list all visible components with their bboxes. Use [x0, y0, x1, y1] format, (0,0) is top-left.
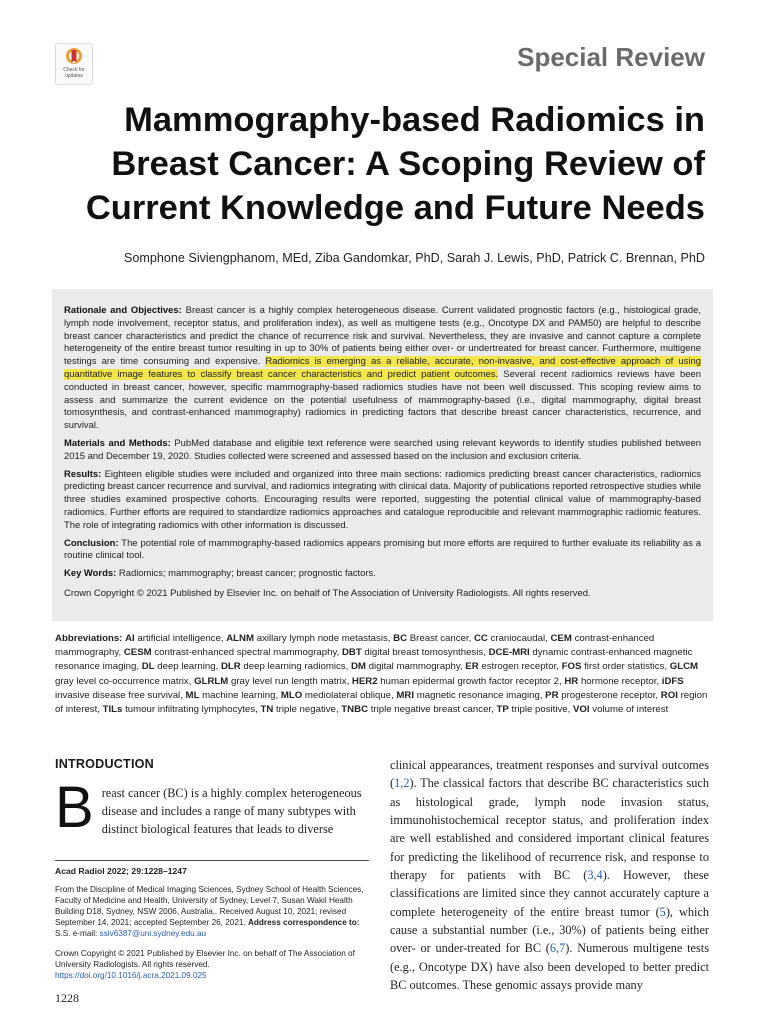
check-for-updates-badge[interactable]	[55, 43, 93, 85]
meta-copyright: Crown Copyright © 2021 Published by Elsevier Inc. on behalf of The Association of University Radiologists. All rights reserved.	[55, 948, 355, 969]
introduction-paragraph	[55, 775, 369, 840]
abbreviation-definition: region of interest	[55, 689, 708, 716]
abbreviation-definition: mediolateral oblique	[304, 689, 392, 701]
abstract-methods	[64, 438, 701, 464]
abbreviation-term: AI	[125, 633, 135, 644]
affiliation-body: From the Discipline of Medical Imaging Sciences, Sydney School of Health Sciences, Faculty of Medicine and Health, University of Sydney, Level 7, Susan Wakil Health Building D18, Sydney, NSW 2006, Australia.. Received August 10, 2021; revised September 14, 2021; accepted September 26, 2021.	[55, 885, 364, 928]
abbreviation-definition: dynamic contrast-enhanced magnetic resonance imaging	[55, 647, 693, 673]
article-title	[40, 98, 705, 230]
abbreviation-definition: artificial intelligence	[137, 633, 221, 644]
body-paragraph	[390, 756, 709, 994]
abbreviation-term: TILs	[102, 704, 123, 716]
reference-link[interactable]: 1,2	[394, 776, 410, 791]
rationale-label: Rationale and Objectives:	[64, 305, 182, 316]
divider	[55, 860, 369, 861]
abbreviation-definition: invasive disease free survival	[55, 689, 181, 701]
abbreviation-term: ALNM	[226, 633, 255, 644]
abbreviation-term: TP	[496, 704, 509, 716]
abbreviation-definition: gray level run length matrix	[231, 675, 347, 687]
abbreviation-term: GLRLM	[194, 675, 229, 687]
correspondence-label: Address correspondence to:	[248, 918, 360, 928]
abbreviation-term: GLCM	[669, 661, 699, 673]
conclusion-label: Conclusion:	[64, 537, 119, 549]
abbreviation-term: PR	[545, 689, 559, 701]
abbreviation-definition: axillary lymph node metastasis	[256, 633, 388, 644]
abbreviation-term: TNBC	[341, 704, 369, 716]
abbreviations-list: AI artificial intelligence, ALNM axillary lymph node metastasis, BC Breast cancer, CC craniocaudal, CEM contrast-enhanced mammography, CESM contrast-enhanced spectral mammography, DBT digital breast tomosynthesis, DCE-MRI dynamic contrast-enhanced magnetic resonance imaging, DL deep learning, DLR deep learning radiomics, DM digital mammography, ER estrogen receptor, FOS first order statistics, GLCM gray level co-occurrence matrix, GLRLM gray level run length matrix, HER2 human epidermal growth factor receptor 2, HR hormone receptor, iDFS invasive disease free survival, ML machine learning, MLO mediolateral oblique, MRI magnetic resonance imaging, PR progesterone receptor, ROI region of interest, TILs tumour infiltrating lymphocytes, TN triple negative, TNBC triple negative breast cancer, TP triple positive, VOI volume of interest	[55, 633, 708, 716]
abbreviation-definition: magnetic resonance imaging	[416, 689, 540, 701]
abbreviation-definition: digital breast tomosynthesis	[364, 647, 484, 659]
abbreviation-definition: Breast cancer	[409, 633, 469, 644]
abbreviation-term: HR	[564, 675, 579, 687]
abstract-box	[52, 289, 713, 621]
abbreviation-term: DBT	[341, 647, 362, 659]
abbreviation-term: BC	[393, 633, 408, 644]
abbreviation-term: iDFS	[661, 675, 684, 687]
methods-text: PubMed database and eligible text reference were searched using relevant keywords to identify studies published between 2015 and December 19, 2020. Studies collected were screened and assessed based on the inclusion and exclusion criteria.	[64, 437, 701, 462]
abbreviation-definition: craniocaudal	[490, 633, 546, 644]
title-line: Mammography-based Radiomics in	[124, 101, 705, 139]
introduction-text: reast cancer (BC) is a highly complex heterogeneous disease and includes a range of many subtypes with distinct biological features that leads to diverse	[101, 786, 362, 837]
abbreviation-term: ER	[465, 661, 479, 673]
rationale-text-cont: Several recent radiomics reviews have been conducted in breast cancer, however, specific mammography-based radiomics studies have not been well discussed. This scoping review aims to assess and summarize the current evidence on the potential usefulness of mammography-based (i.e., digital mammography, digital breast tomosynthesis, and contrast-enhanced mammography) radiomics in predicting factors that describe breast cancer characteristics, recurrence, and survival.	[64, 368, 702, 432]
abbreviation-term: MRI	[396, 689, 415, 701]
results-text: Eighteen eligible studies were included and organized into three main sections: radiomics predicting breast cancer characteristics, radiomics predicting breast cancer recurrence and survival, and radiomics integrating with clinical data. Majority of publications reported retrospective studies while three studies examined prospective cohorts. Encouraging results were reported, suggesting the potential clinical value of mammography-based radiomics. Further efforts are required to standardize radiomics approaches and catalogue reproducible and relevant mammographic radiomic features. The role of integrating radiomics with other information is discussed.	[64, 468, 701, 531]
highlighted-text: Radiomics is emerging as a reliable, accurate, non-invasive, and cost-effective approach of using quantitative image features to classify breast cancer characteristics and predict patient outcomes.	[64, 356, 701, 380]
abbreviation-term: CC	[473, 633, 488, 644]
abbreviation-definition: first order statistics	[584, 661, 665, 673]
body-text: ). The classical factors that describe BC characteristics such as histological grade, lymph node invasion status, immunohistochemical receptor status, and proliferation index are well established and considered important clinical features for predicting the likelihood of recurrence risk, and response to therapy for patients with BC (	[390, 776, 709, 883]
abbreviation-definition: contrast-enhanced spectral mammography	[154, 647, 337, 659]
reference-link[interactable]: 6,7	[549, 941, 566, 956]
abbreviation-term: CESM	[123, 647, 152, 659]
body-text: ). However, these classifications are limited since they cannot accurately capture a complete heterogeneity of the entire breast tumor (	[390, 868, 709, 919]
abbreviation-term: ML	[185, 689, 200, 701]
abbreviation-definition: triple negative breast cancer	[370, 704, 492, 716]
title-line: Breast Cancer: A Scoping Review of	[111, 145, 705, 183]
abbreviation-term: DLR	[220, 661, 241, 673]
badge-text-line1: Check for	[63, 67, 85, 73]
abbreviation-definition: machine learning	[202, 689, 276, 701]
article-meta	[55, 866, 369, 981]
body-text: clinical appearances, treatment responses and survival outcomes (	[390, 758, 709, 791]
abbreviations-label: Abbreviations:	[55, 633, 123, 644]
abbreviation-definition: contrast-enhanced mammography	[55, 633, 655, 659]
body-text: ). Numerous multigene tests (e.g., Oncotype DX) have also been developed to better predict BC outcomes. These genomic assays provide many	[390, 941, 709, 993]
doi-link[interactable]: https://doi.org/10.1016/j.acra.2021.09.025	[55, 970, 207, 980]
abbreviation-term: FOS	[561, 661, 582, 673]
abbreviation-definition: digital mammography	[368, 661, 460, 673]
left-column	[55, 757, 369, 981]
results-label: Results:	[64, 468, 102, 480]
abstract-copyright: Crown Copyright © 2021 Published by Elsevier Inc. on behalf of The Association of University Radiologists. All rights reserved.	[64, 587, 591, 599]
abbreviation-definition: deep learning radiomics	[243, 661, 346, 673]
abbreviation-term: ROI	[660, 689, 678, 701]
abstract-results	[64, 469, 701, 533]
abbreviation-term: CEM	[550, 633, 572, 644]
introduction-heading: INTRODUCTION	[55, 757, 154, 771]
abstract-conclusion	[64, 538, 701, 564]
abbreviation-term: DM	[350, 661, 366, 673]
abbreviation-term: VOI	[573, 704, 590, 716]
reference-link[interactable]: 3,4	[587, 868, 603, 883]
journal-citation: Acad Radiol 2022; 29:1228–1247	[55, 866, 187, 876]
abbreviations-block	[55, 632, 713, 717]
title-line: Current Knowledge and Future Needs	[85, 189, 705, 227]
body-text: ), which cause a substantial number (i.e., 30%) of patients being either over- or under-treated for BC (	[390, 904, 709, 956]
right-column	[390, 756, 709, 994]
abbreviation-definition: deep learning	[157, 661, 216, 673]
drop-cap: B	[55, 775, 94, 840]
crossmark-icon	[65, 47, 83, 67]
keywords-text: Radiomics; mammography; breast cancer; prognostic factors.	[116, 568, 376, 580]
reference-link[interactable]: 5	[659, 904, 666, 919]
email-link[interactable]: ssiv6387@uni.sydney.edu.au	[99, 929, 207, 939]
abbreviation-term: HER2	[351, 675, 378, 687]
correspondence-text: S.S. e-mail:	[55, 929, 100, 939]
abstract-rationale	[64, 305, 701, 433]
abbreviation-definition: hormone receptor	[580, 675, 657, 687]
abbreviation-term: TN	[260, 704, 274, 716]
author-list: Somphone Siviengphanom, MEd, Ziba Gandomkar, PhD, Sarah J. Lewis, PhD, Patrick C. Brennan, PhD	[124, 251, 705, 265]
abbreviation-term: MLO	[280, 689, 303, 701]
abbreviation-definition: volume of interest	[592, 704, 669, 716]
conclusion-text: The potential role of mammography-based radiomics appears promising but more efforts are required to further evaluate its reliability as a routine clinical tool.	[64, 537, 701, 562]
abbreviation-definition: triple positive	[511, 704, 568, 716]
abstract-keywords	[64, 568, 701, 581]
abbreviation-definition: human epidermal growth factor receptor 2	[380, 675, 559, 687]
badge-text-line2: updates	[65, 73, 83, 79]
rationale-text: Breast cancer is a highly complex heterogeneous disease. Current validated prognostic factors (e.g., histological grade, lymph node involvement, receptor status, and proliferation index), as well as multigene tests (e.g., Oncotype DX and PAM50) are helpful to describe breast cancer characteristics and predict the chance of recurrence risk and survival. Nevertheless, they are invasive and cannot capture a complete heterogeneity of the entire breast tumor resulting in up to 30% of patients being either over- or undertreated for breast cancer. Furthermore, multigene testings are time consuming and expensive.	[64, 305, 701, 368]
abbreviation-term: DL	[141, 661, 155, 673]
abbreviation-definition: tumour infiltrating lymphocytes	[125, 704, 256, 716]
abbreviation-definition: progesterone receptor	[561, 689, 656, 701]
abbreviation-definition: triple negative	[276, 704, 336, 716]
abbreviation-term: DCE-MRI	[488, 647, 530, 659]
abbreviation-definition: gray level co-occurrence matrix	[55, 675, 189, 687]
affiliation-text	[55, 884, 369, 939]
abbreviation-definition: estrogen receptor	[481, 661, 557, 673]
methods-label: Materials and Methods:	[64, 437, 171, 449]
page-number: 1228	[55, 991, 79, 1005]
keywords-label: Key Words:	[64, 568, 117, 580]
section-label: Special Review	[517, 42, 705, 72]
